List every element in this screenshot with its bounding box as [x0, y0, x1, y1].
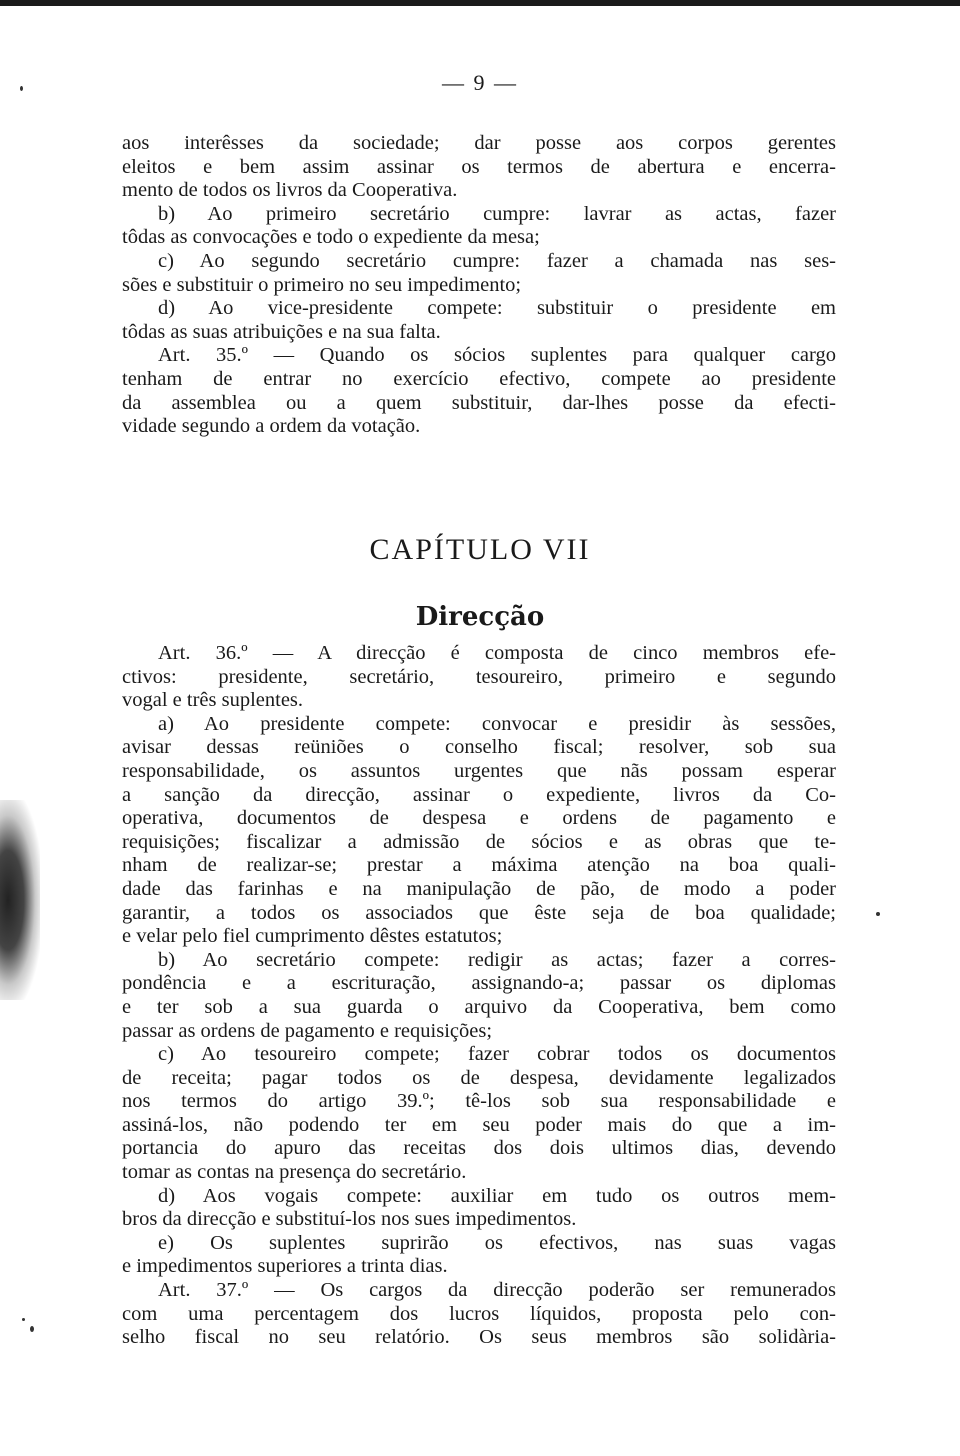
text-line: sões e substituir o primeiro no seu impedimento;: [122, 273, 522, 296]
text-line: b) Ao primeiro secretário cumpre: lavrar as actas, fazer: [158, 202, 836, 225]
text-line: nham de realizar-se; prestar a máxima atenção na boa quali-: [122, 854, 836, 877]
text-line: tenham de entrar no exercício efectivo, compete ao presidente: [122, 367, 836, 390]
scan-speck: [876, 912, 880, 916]
text-line: da assemblea ou a quem substituir, dar-lhes posse da efecti-: [122, 391, 836, 414]
text-line: a sanção da direcção, assinar o expediente, livros da Co-: [122, 783, 836, 806]
top-border-rule: [0, 0, 960, 6]
text-line: e impedimentos superiores a trinta dias.: [122, 1255, 448, 1278]
text-line: bros da direcção e substituí-los nos sues impedimentos.: [122, 1208, 577, 1231]
page-number: — 9 —: [442, 70, 518, 95]
scan-margin-smudge: [0, 800, 40, 1000]
text-line: tôdas as convocações e todo o expediente da mesa;: [122, 226, 540, 249]
text-line: responsabilidade, os assuntos urgentes que nãs possam esperar: [122, 759, 836, 782]
article-text-bottom: [122, 642, 836, 1350]
text-line: d) Aos vogais compete: auxiliar em tudo os outros mem-: [158, 1184, 836, 1207]
section-title: Direcção: [415, 602, 545, 632]
text-line: assiná-los, não podendo ter em seu poder mais do que a im-: [122, 1113, 836, 1136]
text-line: aos interêsses da sociedade; dar posse aos corpos gerentes: [122, 132, 836, 154]
text-line: portancia do apuro das receitas dos dois ultimos dias, devendo: [122, 1137, 836, 1160]
text-line: passar as ordens de pagamento e requisições;: [122, 1019, 493, 1042]
text-line: eleitos e bem assim assinar os termos de abertura e encerra-: [122, 155, 836, 178]
text-line: e) Os suplentes suprirão os efectivos, nas suas vagas: [158, 1231, 836, 1254]
text-line: nos termos do artigo 39.º; tê-los sob sua responsabilidade e: [122, 1090, 836, 1113]
text-line: avisar dessas reüniões o conselho fiscal; resolver, sob sua: [122, 736, 836, 759]
text-line: b) Ao secretário compete: redigir as actas; fazer a corres-: [158, 948, 836, 971]
text-line: dade das farinhas e na manipulação de pão, de modo a poder: [122, 877, 836, 900]
text-line: operativa, documentos de despesa e ordens de pagamento e: [122, 807, 836, 830]
article-text-top: [122, 132, 836, 439]
text-line: ctivos: presidente, secretário, tesoureiro, primeiro e segundo: [122, 665, 836, 688]
text-line: garantir, a todos os associados que êste seja de boa qualidade;: [122, 901, 836, 924]
text-line: c) Ao tesoureiro compete; fazer cobrar todos os documentos: [158, 1043, 836, 1066]
text-line: vogal e três suplentes.: [122, 689, 304, 712]
text-line: Art. 36.º — A direcção é composta de cinco membros efe-: [158, 642, 836, 664]
text-line: vidade segundo a ordem da votação.: [122, 415, 421, 438]
text-line: de receita; pagar todos os de despesa, devidamente legalizados: [122, 1066, 836, 1089]
text-line: Art. 35.º — Quando os sócios suplentes para qualquer cargo: [158, 344, 836, 367]
scan-speck: [30, 1326, 34, 1332]
text-line: Art. 37.º — Os cargos da direcção poderão ser remunerados: [158, 1279, 836, 1302]
text-line: selho fiscal no seu relatório. Os seus membros são solidària-: [122, 1326, 836, 1349]
text-line: tomar as contas na presença do secretário.: [122, 1161, 467, 1184]
text-line: a) Ao presidente compete: convocar e presidir às sessões,: [158, 712, 836, 735]
text-line: mento de todos os livros da Cooperativa.: [122, 179, 458, 202]
scan-speck: [20, 86, 23, 91]
text-line: e velar pelo fiel cumprimento dêstes estatutos;: [122, 925, 503, 948]
text-line: d) Ao vice-presidente compete: substituir o presidente em: [158, 297, 836, 320]
text-line: e ter sob a sua guarda o arquivo da Cooperativa, bem como: [122, 995, 836, 1018]
text-line: pondência e a escrituração, assignando-a; passar os diplomas: [122, 972, 836, 995]
chapter-title: CAPÍTULO VII: [369, 532, 591, 566]
text-line: com uma percentagem dos lucros líquidos, proposta pelo con-: [122, 1302, 836, 1325]
scan-speck: [22, 1318, 25, 1321]
text-line: requisições; fiscalizar a admissão de sócios e as obras que te-: [122, 830, 836, 853]
text-line: c) Ao segundo secretário cumpre: fazer a chamada nas ses-: [158, 249, 836, 272]
text-line: tôdas as suas atribuições e na sua falta.: [122, 320, 441, 343]
